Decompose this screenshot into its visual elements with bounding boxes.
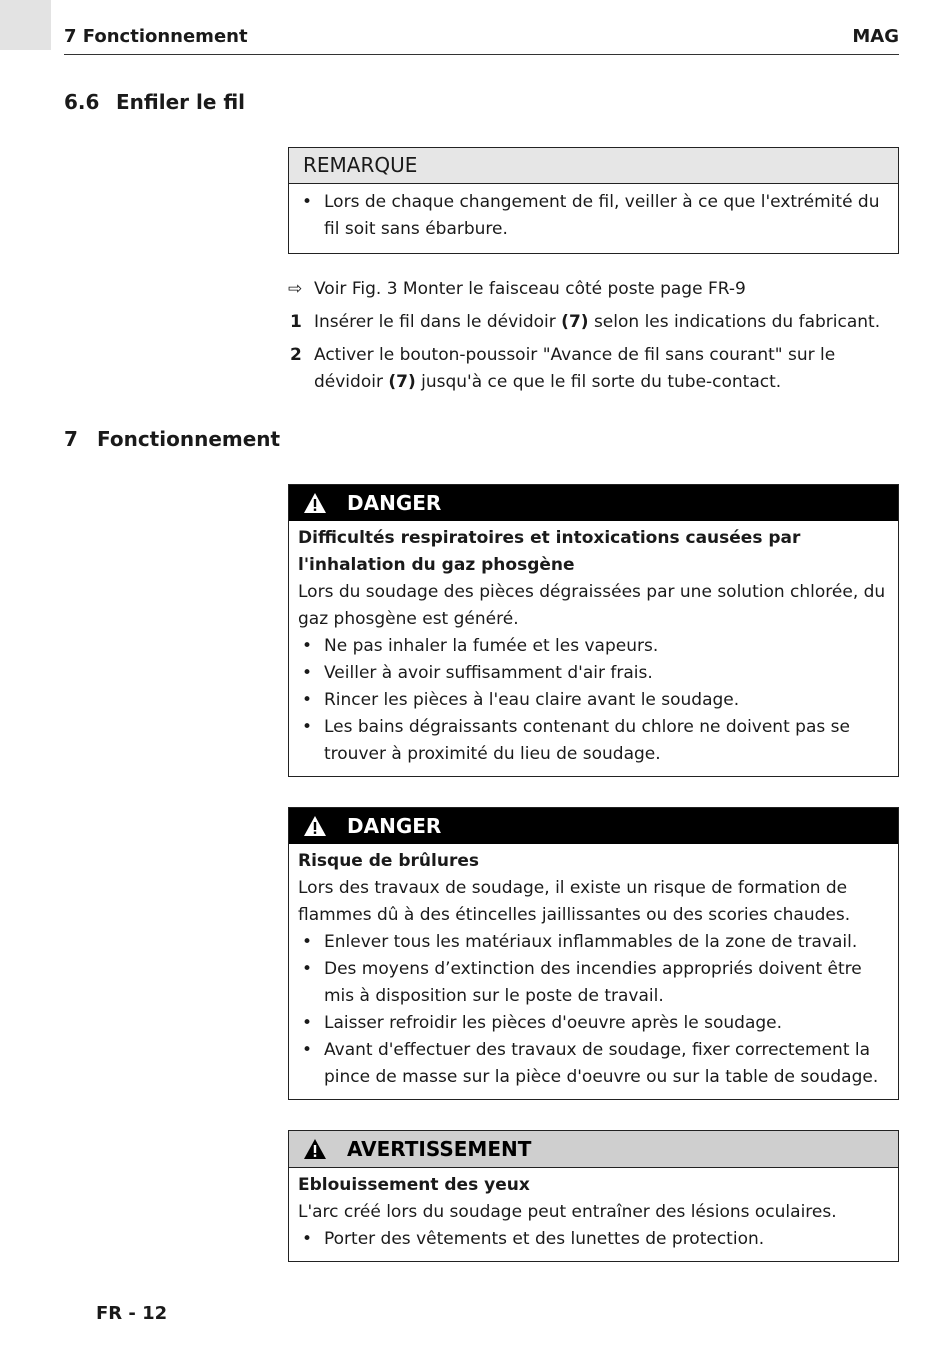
step-ref: (7) bbox=[388, 372, 416, 392]
danger-header bbox=[289, 808, 898, 844]
procedure-steps bbox=[288, 276, 899, 402]
danger-box-burns bbox=[288, 807, 899, 1100]
step-text: selon les indications du fabricant. bbox=[588, 312, 881, 332]
danger-item: • Rincer les pièces à l'eau claire avant le soudage. bbox=[298, 687, 889, 714]
section-heading-7 bbox=[64, 427, 280, 451]
arrow-right-icon: ⇨ bbox=[288, 279, 303, 299]
note-item: • Lors de chaque changement de fil, veiller à ce que l'extrémité du fil soit sans ébarbure. bbox=[298, 189, 889, 243]
section-number: 7 bbox=[64, 427, 78, 451]
step-text: Activer le bouton-poussoir "Avance de fil sans courant" sur le dévidoir bbox=[314, 345, 836, 392]
corner-tab bbox=[0, 0, 51, 50]
page-number: FR - 12 bbox=[96, 1303, 168, 1324]
warning-intro: L'arc créé lors du soudage peut entraîner des lésions oculaires. bbox=[298, 1202, 837, 1222]
danger-header bbox=[289, 485, 898, 521]
step-ref: (7) bbox=[561, 312, 589, 332]
warning-item: • Porter des vêtements et des lunettes de protection. bbox=[298, 1226, 889, 1253]
step-2 bbox=[288, 342, 899, 396]
danger-label: DANGER bbox=[347, 491, 442, 515]
note-title: REMARQUE bbox=[289, 148, 898, 184]
header-chapter: 7 Fonctionnement bbox=[64, 26, 248, 47]
danger-item: • Des moyens d’extinction des incendies appropriés doivent être mis à disposition sur le poste de travail. bbox=[298, 956, 889, 1010]
warning-triangle-icon bbox=[303, 814, 327, 838]
danger-subtitle: Risque de brûlures bbox=[298, 851, 479, 871]
danger-item: • Veiller à avoir suffisamment d'air frais. bbox=[298, 660, 889, 687]
page-header bbox=[64, 26, 899, 55]
warning-subtitle: Eblouissement des yeux bbox=[298, 1175, 530, 1195]
warning-box-eyes bbox=[288, 1130, 899, 1262]
step-1 bbox=[288, 309, 899, 336]
section-number: 6.6 bbox=[64, 90, 100, 114]
danger-item: • Laisser refroidir les pièces d'oeuvre après le soudage. bbox=[298, 1010, 889, 1037]
section-title: Enfiler le fil bbox=[116, 90, 246, 114]
step-number: 1 bbox=[290, 312, 302, 332]
warning-triangle-icon bbox=[303, 491, 327, 515]
danger-box-phosgene bbox=[288, 484, 899, 777]
section-heading-6-6 bbox=[64, 90, 245, 114]
step-text: jusqu'à ce que le fil sorte du tube-contact. bbox=[415, 372, 782, 392]
warning-triangle-icon bbox=[303, 1137, 327, 1161]
danger-item: • Les bains dégraissants contenant du chlore ne doivent pas se trouver à proximité du lieu de soudage. bbox=[298, 714, 889, 768]
step-reference-text: Voir Fig. 3 Monter le faisceau côté poste page FR-9 bbox=[314, 279, 746, 299]
note-box bbox=[288, 147, 899, 254]
danger-intro: Lors des travaux de soudage, il existe un risque de formation de flammes dû à des étincelles jaillissantes ou des scories chaudes. bbox=[298, 878, 851, 925]
danger-item: • Enlever tous les matériaux inflammables de la zone de travail. bbox=[298, 929, 889, 956]
header-product: MAG bbox=[852, 26, 899, 47]
warning-label: AVERTISSEMENT bbox=[347, 1137, 532, 1161]
step-reference bbox=[288, 276, 899, 303]
danger-item: • Ne pas inhaler la fumée et les vapeurs. bbox=[298, 633, 889, 660]
warning-header bbox=[289, 1131, 898, 1168]
danger-intro: Lors du soudage des pièces dégraissées par une solution chlorée, du gaz phosgène est généré. bbox=[298, 582, 886, 629]
step-number: 2 bbox=[290, 345, 302, 365]
step-text: Insérer le fil dans le dévidoir bbox=[314, 312, 562, 332]
danger-label: DANGER bbox=[347, 814, 442, 838]
danger-subtitle: Difficultés respiratoires et intoxications causées par l'inhalation du gaz phosgène bbox=[298, 528, 801, 575]
section-title: Fonctionnement bbox=[97, 427, 281, 451]
danger-item: • Avant d'effectuer des travaux de soudage, fixer correctement la pince de masse sur la pièce d'oeuvre ou sur la table de soudage. bbox=[298, 1037, 889, 1091]
